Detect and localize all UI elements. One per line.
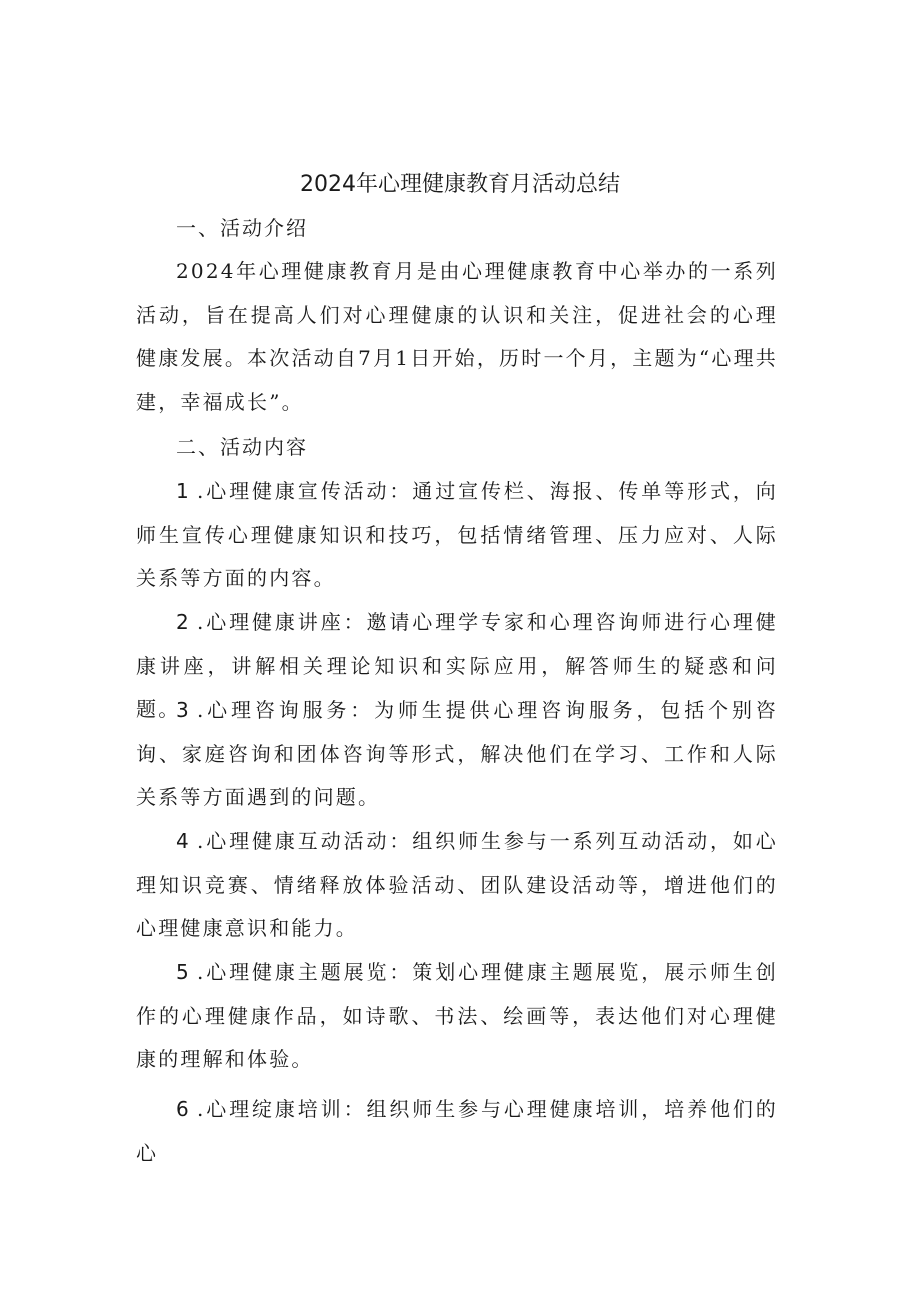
item-text: .心理健康互动活动：组织师生参与一系列互动活动，如心理知识竞赛、情绪释放体验活动、团队建设活动等，增进他们的心理健康意识和能力。 bbox=[136, 829, 778, 940]
item-text: .心理绽康培训：组织师生参与心理健康培训，培养他们的心 bbox=[136, 1097, 778, 1165]
item-text: .心理咨询服务：为师生提供心理咨询服务，包括个别咨询、家庭咨询和团体咨询等形式，解决他们在学习、工作和人际关系等方面遇到的问题。 bbox=[136, 698, 778, 809]
item-text: .心理健康讲座：邀请心理学专家和心理咨询师进行心理健康讲座，讲解相关理论知识和实际应用，解答师生的疑惑和问题。 bbox=[136, 610, 778, 721]
document-title: 2024年心理健康教育月活动总结 bbox=[300, 172, 620, 197]
section-heading-intro: 一、活动介绍 bbox=[176, 216, 308, 240]
item-number: 6 bbox=[176, 1097, 191, 1121]
item-number: 1 bbox=[176, 479, 191, 503]
item-number: 3 bbox=[176, 698, 191, 722]
item-number: 5 bbox=[176, 960, 191, 984]
item-text: .心理健康宣传活动：通过宣传栏、海报、传单等形式，向师生宣传心理健康知识和技巧，包括情绪管理、压力应对、人际关系等方面的内容。 bbox=[136, 479, 778, 590]
intro-paragraph: 2024年心理健康教育月是由心理健康教育中心举办的一系列活动，旨在提高人们对心理健康的认识和关注，促进社会的心理健康发展。本次活动自7月1日开始，历时一个月，主题为“心理共建，幸福成长”。 bbox=[136, 259, 778, 414]
section-heading-content: 二、活动内容 bbox=[176, 435, 308, 459]
item-number: 4 bbox=[176, 829, 191, 853]
content-item-4 bbox=[136, 820, 778, 951]
item-text: .心理健康主题展览：策划心理健康主题展览，展示师生创作的心理健康作品，如诗歌、书法、绘画等，表达他们对心理健康的理解和体验。 bbox=[136, 960, 778, 1071]
content-item-5 bbox=[136, 951, 778, 1082]
content-item-6 bbox=[136, 1088, 778, 1175]
content-item-1 bbox=[136, 470, 778, 601]
content-item-3 bbox=[136, 689, 778, 820]
item-number: 2 bbox=[176, 610, 191, 634]
